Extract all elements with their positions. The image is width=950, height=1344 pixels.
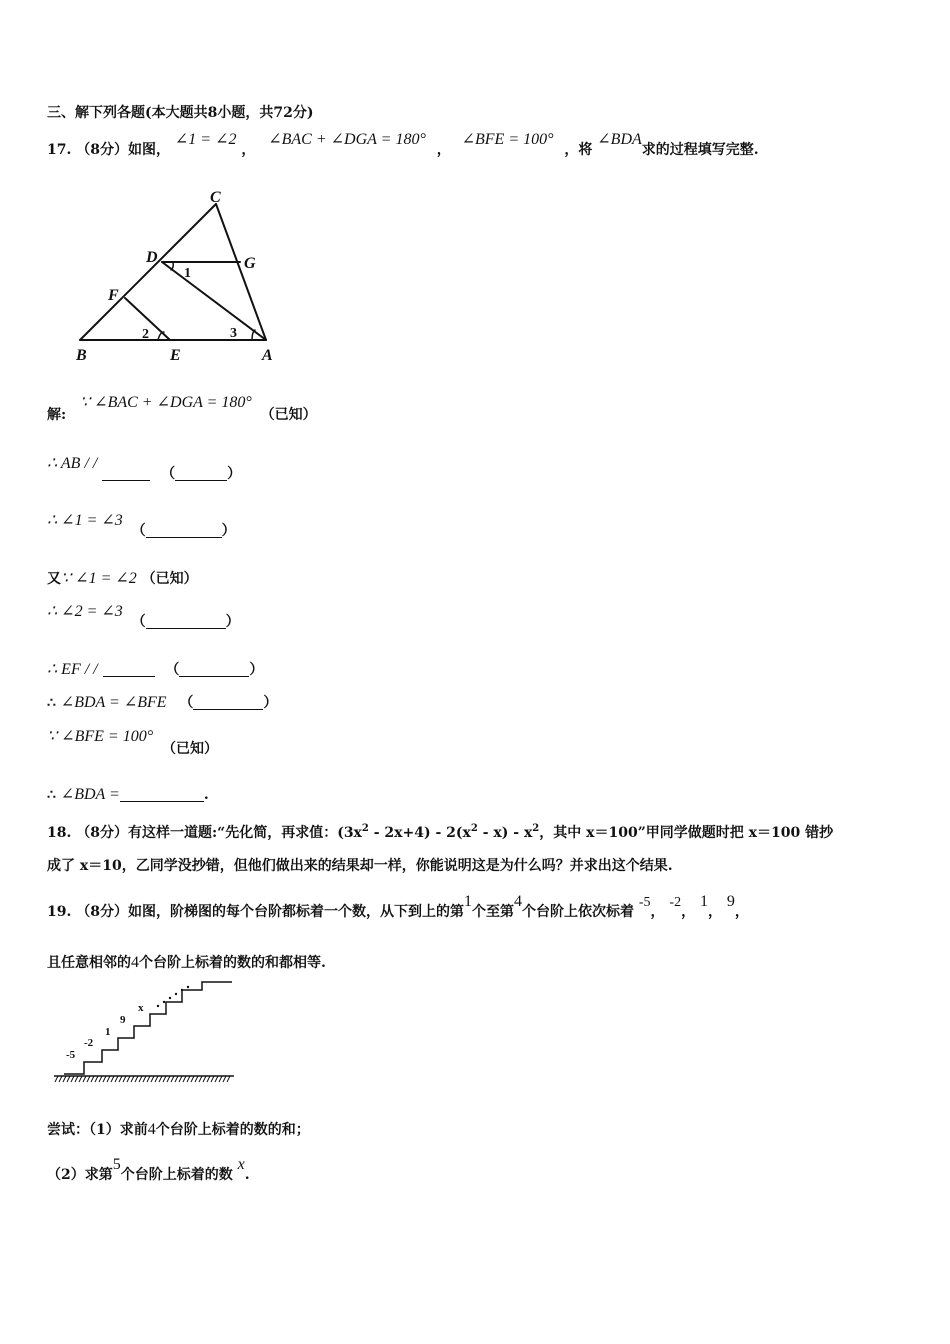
solution-step-3: [47, 512, 236, 539]
step8-math: ∵ ∠BFE = 100°: [47, 728, 154, 745]
step5-reason-blank[interactable]: [146, 614, 226, 629]
q18-text-d: ，其中 x＝100”甲同学做题时把 x＝100 错抄: [539, 825, 834, 841]
q17-statement: [47, 131, 759, 159]
hatch-mark: [179, 1076, 182, 1082]
label-angle-1: 1: [184, 266, 191, 281]
step-label-1: -5: [66, 1049, 76, 1061]
q17-comma: ，: [241, 142, 256, 158]
q18-text-b: - 2x+4) - 2(x: [368, 825, 471, 841]
segment-CA: [216, 204, 266, 340]
q19-p2-n: 5: [112, 1156, 121, 1173]
hatch-mark: [167, 1076, 170, 1082]
hatch-mark: [79, 1076, 82, 1082]
solution-step-6: [47, 661, 263, 679]
label-angle-2: 2: [142, 327, 149, 342]
solution-lead: 解:: [47, 407, 67, 423]
q18-sup-3: 2: [532, 823, 540, 834]
hatch-mark: [147, 1076, 150, 1082]
hatch-mark: [91, 1076, 94, 1082]
staircase-outline: [64, 982, 232, 1074]
q18-sup-2: 2: [470, 823, 478, 834]
hatch-mark: [155, 1076, 158, 1082]
step8-reason: （已知）: [161, 741, 218, 757]
hatch-mark: [227, 1076, 230, 1082]
q19-v1: -5: [638, 895, 651, 910]
step4-reason: （已知）: [141, 571, 198, 587]
hatch-mark: [143, 1076, 146, 1082]
q19-v3: 1: [699, 893, 708, 910]
q19-line-1: [47, 893, 749, 922]
q19-try-n: 4: [147, 1121, 156, 1138]
step6-blank[interactable]: [103, 662, 155, 677]
q19-sep: ，: [707, 904, 722, 920]
q19-n1: 1: [463, 893, 472, 910]
solution-step-8: [47, 728, 218, 757]
label-B: B: [76, 347, 87, 364]
q17-will: ，将: [564, 142, 593, 158]
label-C: C: [210, 189, 221, 206]
step9-math: ∠BDA =: [60, 786, 120, 803]
hatch-mark: [111, 1076, 114, 1082]
hatch-mark: [151, 1076, 154, 1082]
q19-line2-a: 且任意相邻的: [47, 955, 131, 971]
hatch-mark: [171, 1076, 174, 1082]
step6-paren-close: ）: [249, 662, 264, 678]
step3-paren-open: （: [131, 523, 146, 539]
step6-math: ∴ EF / /: [47, 661, 98, 678]
step7-therefore: ∴: [47, 695, 56, 711]
hatch-mark: [223, 1076, 226, 1082]
q19-line2-b: 个台阶上标着的数的和都相等.: [139, 955, 326, 971]
solution-step-5: [47, 603, 240, 630]
label-D: D: [146, 249, 158, 266]
step2-paren-close: ）: [227, 466, 242, 482]
step9-end: .: [203, 787, 209, 803]
hatch-mark: [71, 1076, 74, 1082]
hatch-mark: [83, 1076, 86, 1082]
step1-reason: （已知）: [260, 407, 317, 423]
step1-math: ∵ ∠BAC + ∠DGA = 180°: [80, 394, 252, 411]
hatch-mark: [159, 1076, 162, 1082]
segment-DA: [162, 262, 266, 340]
q19-line-2: [47, 954, 326, 972]
q19-try-a: 尝试：（1）求前: [47, 1122, 148, 1138]
q17-cond2: ∠BAC + ∠DGA = 180°: [268, 131, 426, 148]
q19-v2: -2: [669, 895, 682, 910]
q19-p2-a: （2）求第: [47, 1167, 113, 1183]
q19-sep: ，: [734, 904, 749, 920]
hatch-mark: [135, 1076, 138, 1082]
hatch-mark: [203, 1076, 206, 1082]
step7-paren-open: （: [179, 695, 194, 711]
q19-n4: 4: [513, 893, 522, 910]
step5-paren-open: （: [131, 614, 146, 630]
angle-arc-1: [171, 262, 173, 270]
q18-sup-1: 2: [361, 823, 369, 834]
step2-reason-blank[interactable]: [175, 466, 227, 481]
hatch-mark: [75, 1076, 78, 1082]
step7-math: ∠BDA = ∠BFE: [60, 694, 167, 711]
hatch-mark: [127, 1076, 130, 1082]
ellipsis-dots: [157, 986, 189, 1007]
step3-reason-blank[interactable]: [146, 523, 222, 538]
q19-try-b: 个台阶上标着的数的和；: [155, 1122, 310, 1138]
hatch-mark: [207, 1076, 210, 1082]
hatch-mark: [187, 1076, 190, 1082]
label-E: E: [170, 347, 181, 364]
q19-sep: ，: [681, 904, 696, 920]
hatch-mark: [59, 1076, 62, 1082]
q19-try-1: [47, 1121, 310, 1139]
label-angle-3: 3: [230, 326, 237, 341]
step-label-5: x: [138, 1002, 144, 1014]
step4-prefix: 又: [47, 571, 61, 587]
q17-target: ∠BDA: [597, 131, 642, 148]
hatch-mark: [215, 1076, 218, 1082]
hatch-mark: [131, 1076, 134, 1082]
q19-p2-end: .: [244, 1167, 250, 1183]
hatch-mark: [95, 1076, 98, 1082]
label-F: F: [108, 287, 119, 304]
step4-math: ∵ ∠1 = ∠2: [61, 570, 137, 587]
step2-paren-open: （: [161, 466, 176, 482]
hatch-mark: [199, 1076, 202, 1082]
step7-reason-blank[interactable]: [193, 695, 263, 710]
q19-p2-b: 个台阶上标着的数: [120, 1167, 233, 1183]
q17-comma: ，: [436, 142, 451, 158]
step-label-3: 1: [105, 1026, 111, 1038]
hatch-mark: [87, 1076, 90, 1082]
hatch-mark: [139, 1076, 142, 1082]
step9-therefore: ∴: [47, 787, 56, 803]
q18-line-1: [47, 820, 833, 842]
q17-suffix: 求的过程填写完整.: [641, 142, 759, 158]
q19-staircase-figure: [50, 978, 240, 1088]
hatch-mark: [115, 1076, 118, 1082]
solution-step-1: [80, 394, 317, 423]
label-A: A: [262, 347, 273, 364]
q17-cond3: ∠BFE = 100°: [461, 131, 554, 148]
hatch-mark: [119, 1076, 122, 1082]
q19-part-2: [47, 1156, 250, 1184]
label-G: G: [244, 255, 256, 272]
step5-math: ∴ ∠2 = ∠3: [47, 603, 123, 620]
q18-text-a: 18. （8分）有这样一道题:“先化简，再求值：(3x: [47, 825, 362, 841]
q19-text-c: 个台阶上依次标着: [521, 904, 634, 920]
q18-line-2: 成了 x＝10，乙同学没抄错，但他们做出来的结果却一样，你能说明这是为什么吗？并求出这个结果.: [47, 858, 673, 874]
q19-text-b: 个至第: [471, 904, 514, 920]
hatch-mark: [103, 1076, 106, 1082]
q18-text-c: - x) - x: [477, 825, 533, 841]
solution-step-2: [47, 455, 242, 482]
q19-text-a: 19. （8分）如图，阶梯图的每个台阶都标着一个数，从下到上的第: [47, 904, 464, 920]
q19-sep: ，: [650, 904, 665, 920]
section-title: 三、解下列各题(本大题共8小题，共72分): [47, 105, 314, 121]
hatch-mark: [163, 1076, 166, 1082]
step6-reason-blank[interactable]: [179, 662, 249, 677]
hatch-mark: [195, 1076, 198, 1082]
hatch-mark: [219, 1076, 222, 1082]
hatch-mark: [99, 1076, 102, 1082]
ground-hatching: [55, 1076, 230, 1082]
q19-p2-x: x: [237, 1156, 245, 1173]
step2-math: ∴ AB / /: [47, 455, 98, 472]
hatch-mark: [55, 1076, 58, 1082]
solution-step-9: [47, 786, 209, 804]
q17-cond1: ∠1 = ∠2: [174, 131, 237, 148]
step-label-4: 9: [120, 1014, 126, 1026]
hatch-mark: [191, 1076, 194, 1082]
step5-paren-close: ）: [225, 614, 240, 630]
step2-blank[interactable]: [102, 466, 150, 481]
hatch-mark: [183, 1076, 186, 1082]
step-label-2: -2: [84, 1037, 94, 1049]
q19-v4: 9: [726, 893, 735, 910]
hatch-mark: [63, 1076, 66, 1082]
hatch-mark: [123, 1076, 126, 1082]
hatch-mark: [211, 1076, 214, 1082]
hatch-mark: [107, 1076, 110, 1082]
step9-answer-blank[interactable]: [120, 787, 204, 802]
step6-paren-open: （: [165, 662, 180, 678]
step3-paren-close: ）: [221, 523, 236, 539]
step7-paren-close: ）: [263, 695, 278, 711]
q17-triangle-figure: [70, 182, 290, 372]
q17-prefix: 17. （8分）如图，: [47, 142, 170, 158]
solution-step-7: [47, 694, 277, 712]
hatch-mark: [67, 1076, 70, 1082]
solution-step-4: [47, 570, 198, 588]
hatch-mark: [175, 1076, 178, 1082]
q19-line2-n: 4: [131, 954, 139, 971]
step3-math: ∴ ∠1 = ∠3: [47, 512, 123, 529]
